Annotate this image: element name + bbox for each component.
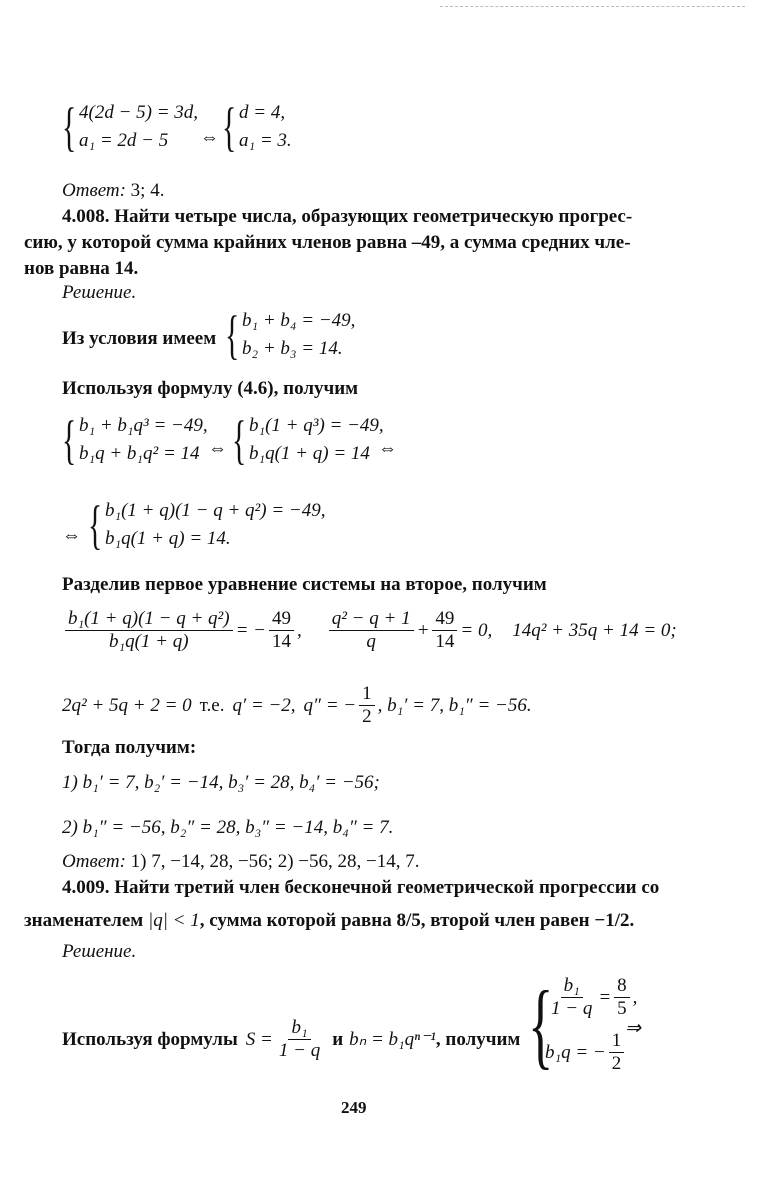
top-rule: [440, 6, 745, 7]
divide-text: Разделив первое уравнение системы на второе, получим: [62, 574, 547, 595]
problem-4008-line3: нов равна 14.: [24, 258, 139, 279]
problem-number: 4.008.: [62, 206, 110, 227]
answer-text: 1) 7, −14, 28, −56; 2) −56, 28, −14, 7.: [125, 851, 420, 872]
fraction: $\frac{8}{5}$: [614, 975, 630, 1020]
final-system: { $\frac{\text{b₁}}{1 - q}$ = $\frac{8}{5}$ , b₁q = − $\frac{1}{2}$: [528, 971, 638, 1078]
condition-system: { b₁ + b₄ = −49, b₂ + b₃ = 14.: [225, 305, 356, 365]
solution-label: Решение.: [62, 941, 137, 962]
problem-4008-line1: [62, 203, 632, 230]
equation-line: b₁q(1 + q) = 14.: [105, 528, 231, 549]
problem-text: Найти третий член бесконечной геометрической прогрессии со: [109, 877, 660, 898]
answer-text: 3; 4.: [125, 180, 165, 201]
equation-line: b₁(1 + q³) = −49,: [249, 415, 384, 436]
problem-text: Найти четыре числа, образующих геометрическую прогрес-: [109, 206, 633, 227]
then-text: Тогда получим:: [62, 737, 197, 758]
formula-text: Используя формулу (4.6), получим: [62, 378, 359, 399]
fraction: $\frac{\text{q² − q + 1}}{q}$: [329, 608, 414, 653]
equation-line: b₁ + b₁q³ = −49,: [79, 415, 208, 436]
system-a-right: { b₁(1 + q³) = −49, b₁q(1 + q) = 14: [232, 410, 384, 470]
fraction: $\frac{1}{2}$: [609, 1030, 625, 1075]
condition-text: Из условия имеем: [62, 328, 217, 349]
equation-line: d = 4,: [239, 102, 286, 123]
equation-line: a₁ = 3.: [239, 130, 292, 151]
fraction: $\frac{1}{2}$: [359, 683, 375, 728]
system-b: { b₁(1 + q)(1 − q + q²) = −49, b₁q(1 + q) = 14.: [88, 495, 326, 555]
equivalence-arrow: ⇔: [378, 438, 397, 459]
fraction: $\frac{49}{14}$: [269, 608, 294, 653]
result-list-2: 2) b₁″ = −56, b₂″ = 28, b₃″ = −14, b₄″ = 7.: [62, 817, 394, 838]
fraction: $\frac{\text{b₁}}{1 - q}$: [551, 975, 593, 1019]
equation-line: b₁q + b₁q² = 14: [79, 443, 200, 464]
equation-line: b₁(1 + q)(1 − q + q²) = −49,: [105, 500, 326, 521]
solution-label: Решение.: [62, 282, 137, 303]
equivalence-arrow: ⇔: [208, 438, 227, 459]
fraction: $\frac{\text{b₁(1 + q)(1 − q + q²)}}{\text{b₁q(1 + q)}}$: [65, 608, 233, 653]
problem-4008-line2: сию, у которой сумма крайних членов равна –49, а сумма средних чле-: [24, 232, 631, 253]
answer-label: Ответ:: [62, 851, 126, 872]
system-top-left: { 4(2d − 5) = 3d, a₁ = 2d − 5: [62, 97, 199, 157]
formulas-line: Используя формулы S = $\frac{\text{b₁}}{1 - q}$ и bₙ = b₁qⁿ⁻¹ , получим: [62, 1017, 521, 1061]
problem-4009-line2: знаменателем |q| < 1, сумма которой равна 8/5, второй член равен −1/2.: [24, 910, 635, 931]
result-list-1: 1) b₁′ = 7, b₂′ = −14, b₃′ = 28, b₄′ = −56;: [62, 772, 380, 793]
system-top-right: { d = 4, a₁ = 3.: [222, 97, 292, 157]
answer-2: [62, 848, 419, 875]
page-number: 249: [341, 1098, 367, 1117]
implies-arrow: ⇒: [625, 1018, 641, 1039]
equivalence-arrow: ⇔: [200, 127, 219, 148]
answer-label: Ответ:: [62, 180, 126, 201]
problem-4009-line1: [62, 874, 659, 901]
fraction: $\frac{49}{14}$: [432, 608, 457, 653]
equation-line: b₁q(1 + q) = 14: [249, 443, 370, 464]
equivalence-arrow: ⇔: [62, 525, 81, 546]
fraction-equation: $\frac{\text{b₁(1 + q)(1 − q + q²)}}{\text{b₁q(1 + q)}}$ = − $\frac{49}{14}$ , $\frac{\text{q² − q + 1}}{q}$ + $\frac{49}{14}$ = 0, 14q² + 35q + 14 = 0;: [62, 608, 677, 653]
problem-number: 4.009.: [62, 877, 110, 898]
equation-line: b₂ + b₃ = 14.: [242, 338, 343, 359]
fraction: $\frac{\text{b₁}}{1 - q}$: [278, 1017, 321, 1061]
answer-1: [62, 177, 164, 204]
quadratic-line: 2q² + 5q + 2 = 0 т.е. q′ = −2, q″ = − $\frac{1}{2}$ , b₁′ = 7, b₁″ = −56.: [62, 683, 532, 727]
equation-line: a₁ = 2d − 5: [79, 130, 169, 151]
equation-line: b₁ + b₄ = −49,: [242, 310, 356, 331]
system-a-left: { b₁ + b₁q³ = −49, b₁q + b₁q² = 14: [62, 410, 208, 470]
equation-line: 4(2d − 5) = 3d,: [79, 102, 199, 123]
